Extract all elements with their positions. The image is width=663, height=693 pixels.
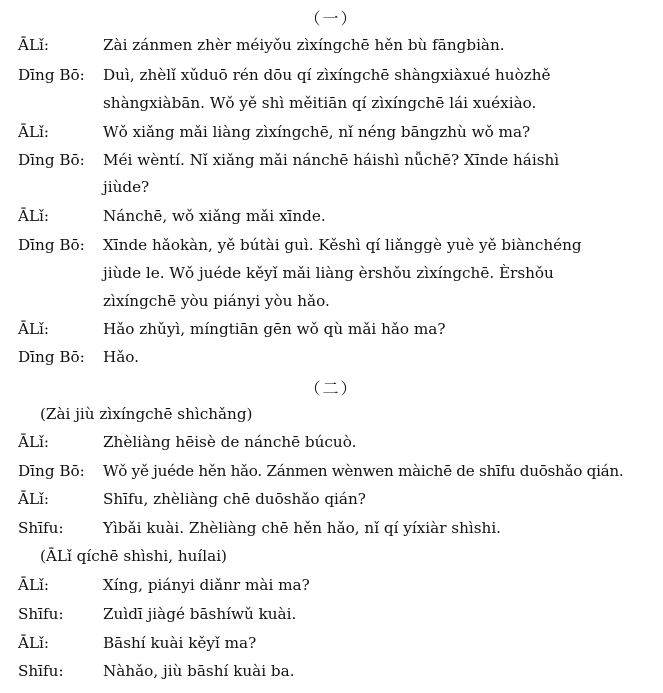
line-text: Shīfu, zhèliàng chē duōshǎo qián?: [103, 490, 366, 508]
line-continuation: jiùde?: [103, 178, 150, 196]
line-text: Hǎo.: [103, 348, 140, 366]
speaker-label: Dīng Bō:: [18, 66, 85, 84]
dialogue-line: [0, 320, 663, 350]
speaker-label: Shīfu:: [18, 605, 64, 623]
line-continuation: shàngxiàbān. Wǒ yě shì měitiān qí zìxíngchē lái xuéxiào.: [103, 94, 537, 112]
line-text: Zuìdī jiàgé bāshíwǔ kuài.: [103, 605, 297, 623]
line-text: Xīnde hǎokàn, yě bútài guì. Kěshì qí liǎnggè yuè yě biànchéng: [103, 236, 582, 254]
speaker-label: Dīng Bō:: [18, 236, 85, 254]
dialogue-line: [0, 36, 663, 66]
dialogue-line: [0, 662, 663, 692]
speaker-label: ĀLǐ:: [18, 576, 50, 594]
speaker-label: Shīfu:: [18, 662, 64, 680]
line-text: Nánchē, wǒ xiǎng mǎi xīnde.: [103, 207, 326, 225]
line-continuation: zìxíngchē yòu piányi yòu hǎo.: [103, 292, 330, 310]
line-text: Yìbǎi kuài. Zhèliàng chē hěn hǎo, nǐ qí yíxiàr shìshi.: [103, 519, 502, 537]
dialogue-line: [0, 151, 663, 181]
speaker-label: Dīng Bō:: [18, 151, 85, 169]
speaker-label: Dīng Bō:: [18, 348, 85, 366]
dialogue-line: [0, 519, 663, 549]
section-title-two: （二）: [304, 379, 359, 398]
line-text: Hǎo zhǔyì, míngtiān gēn wǒ qù mǎi hǎo ma?: [103, 320, 446, 338]
dialogue-line: [0, 66, 663, 96]
speaker-label: ĀLǐ:: [18, 320, 50, 338]
line-text: Bāshí kuài kěyǐ ma?: [103, 634, 257, 652]
speaker-label: ĀLǐ:: [18, 490, 50, 508]
speaker-label: ĀLǐ:: [18, 207, 50, 225]
speaker-label: ĀLǐ:: [18, 36, 50, 54]
dialogue-line: [0, 123, 663, 153]
line-text: Xíng, piányi diǎnr mài ma?: [103, 576, 310, 594]
line-text: Wǒ yě juéde hěn hǎo. Zánmen wènwen màichē de shīfu duōshǎo qián.: [103, 462, 624, 480]
line-text: Zhèliàng hēisè de nánchē búcuò.: [103, 433, 357, 451]
line-text: Méi wèntí. Nǐ xiǎng mǎi nánchē háishì nǚchē? Xīnde háishì: [103, 151, 560, 169]
speaker-label: ĀLǐ:: [18, 123, 50, 141]
dialogue-line: [0, 236, 663, 266]
dialogue-line: [0, 490, 663, 520]
line-text: Duì, zhèlǐ xǔduō rén dōu qí zìxíngchē shàngxiàxué huòzhě: [103, 66, 551, 84]
stage-direction: (ĀLǐ qíchē shìshi, huílai): [40, 547, 227, 565]
speaker-label: ĀLǐ:: [18, 433, 50, 451]
dialogue-line: [0, 348, 663, 378]
speaker-label: ĀLǐ:: [18, 634, 50, 652]
line-text: Wǒ xiǎng mǎi liàng zìxíngchē, nǐ néng bāngzhù wǒ ma?: [103, 123, 531, 141]
line-text: Nàhǎo, jiù bāshí kuài ba.: [103, 662, 295, 680]
dialogue-line: [0, 433, 663, 463]
dialogue-line: [0, 207, 663, 237]
speaker-label: Dīng Bō:: [18, 462, 85, 480]
dialogue-line: [0, 462, 663, 492]
section-title-one: （一）: [304, 9, 359, 28]
stage-direction: (Zài jiù zìxíngchē shìchǎng): [40, 405, 253, 423]
line-continuation: jiùde le. Wǒ juéde kěyǐ mǎi liàng èrshǒu zìxíngchē. Èrshǒu: [103, 264, 554, 282]
dialogue-line: [0, 605, 663, 635]
dialogue-line: [0, 634, 663, 664]
speaker-label: Shīfu:: [18, 519, 64, 537]
line-text: Zài zánmen zhèr méiyǒu zìxíngchē hěn bù fāngbiàn.: [103, 36, 505, 54]
dialogue-line: [0, 576, 663, 606]
